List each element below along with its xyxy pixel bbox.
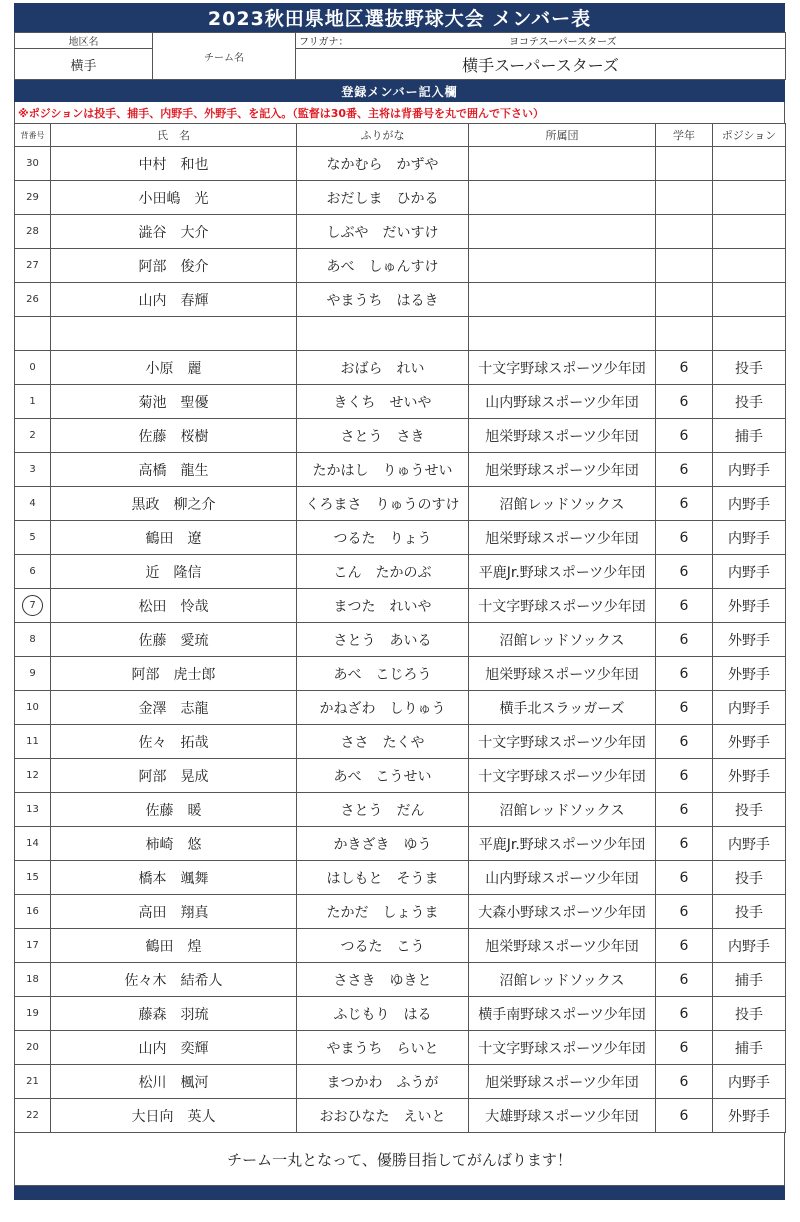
number-cell [15,589,51,623]
club-cell: 横手南野球スポーツ少年団 [469,997,656,1031]
bottom-bar [14,1186,785,1200]
number-cell: 18 [15,963,51,997]
grade-cell: 6 [656,1031,713,1065]
name-cell: 阿部 俊介 [51,249,297,283]
club-cell: 平鹿Jr.野球スポーツ少年団 [469,555,656,589]
staff-row [15,147,786,181]
player-row [15,351,786,385]
kana-cell: やまうち らいと [297,1031,469,1065]
kana-cell: あべ しゅんすけ [297,249,469,283]
kana-cell: まつかわ ふうが [297,1065,469,1099]
club-cell: 旭栄野球スポーツ少年団 [469,657,656,691]
name-cell: 橋本 颯舞 [51,861,297,895]
number-cell: 9 [15,657,51,691]
kana-cell: おだしま ひかる [297,181,469,215]
position-cell: 内野手 [713,555,786,589]
club-cell: 十文字野球スポーツ少年団 [469,351,656,385]
position-cell: 投手 [713,351,786,385]
grade-cell: 6 [656,793,713,827]
grade-cell: 6 [656,861,713,895]
number-cell: 6 [15,555,51,589]
name-cell: 山内 奕輝 [51,1031,297,1065]
name-cell: 阿部 虎士郎 [51,657,297,691]
grade-cell: 6 [656,997,713,1031]
name-cell: 松川 楓河 [51,1065,297,1099]
kana-cell: かねざわ しりゅう [297,691,469,725]
number-cell: 16 [15,895,51,929]
grade-cell: 6 [656,623,713,657]
grade-cell: 6 [656,487,713,521]
grade-cell: 6 [656,419,713,453]
player-row [15,997,786,1031]
kana-cell: ささ たくや [297,725,469,759]
position-cell: 外野手 [713,623,786,657]
header-number: 背番号 [15,124,51,147]
club-cell: 沼館レッドソックス [469,793,656,827]
name-cell: 中村 和也 [51,147,297,181]
position-cell: 内野手 [713,453,786,487]
kana-cell: くろまさ りゅうのすけ [297,487,469,521]
empty-cell [469,317,656,351]
number-cell: 29 [15,181,51,215]
player-row [15,793,786,827]
grade-cell: 6 [656,453,713,487]
name-cell: 佐々木 結希人 [51,963,297,997]
grade-cell: 6 [656,351,713,385]
number-cell: 28 [15,215,51,249]
name-cell: 澁谷 大介 [51,215,297,249]
number-cell: 13 [15,793,51,827]
number-cell: 12 [15,759,51,793]
grade-cell: 6 [656,385,713,419]
number-cell: 20 [15,1031,51,1065]
club-cell [469,181,656,215]
name-cell: 阿部 晃成 [51,759,297,793]
position-cell: 内野手 [713,929,786,963]
position-cell [713,249,786,283]
position-cell: 内野手 [713,827,786,861]
staff-row [15,249,786,283]
number-cell: 21 [15,1065,51,1099]
name-cell: 鶴田 煌 [51,929,297,963]
player-row [15,589,786,623]
header-position: ポジション [713,124,786,147]
club-cell [469,283,656,317]
kana-cell: おばら れい [297,351,469,385]
number-cell: 15 [15,861,51,895]
position-cell: 外野手 [713,759,786,793]
empty-cell [51,317,297,351]
staff-row [15,181,786,215]
page-title: 2023秋田県地区選抜野球大会 メンバー表 [14,3,785,32]
club-cell: 旭栄野球スポーツ少年団 [469,521,656,555]
position-cell: 投手 [713,997,786,1031]
number-cell: 4 [15,487,51,521]
position-cell: 捕手 [713,1031,786,1065]
kana-cell: はしもと そうま [297,861,469,895]
grade-cell: 6 [656,725,713,759]
player-row [15,861,786,895]
player-row [15,521,786,555]
name-cell: 鶴田 遼 [51,521,297,555]
position-cell: 外野手 [713,1099,786,1133]
name-cell: 大日向 英人 [51,1099,297,1133]
club-cell: 十文字野球スポーツ少年団 [469,759,656,793]
club-cell: 旭栄野球スポーツ少年団 [469,453,656,487]
district-value: 横手 [15,49,153,80]
grade-cell [656,215,713,249]
furigana-label: フリガナ： [299,37,349,48]
team-info-table [14,32,786,80]
kana-cell: なかむら かずや [297,147,469,181]
kana-cell: たかはし りゅうせい [297,453,469,487]
player-row [15,657,786,691]
number-cell: 27 [15,249,51,283]
club-cell [469,249,656,283]
member-table [14,123,786,1133]
kana-cell: やまうち はるき [297,283,469,317]
club-cell [469,147,656,181]
number-cell: 2 [15,419,51,453]
number-cell: 5 [15,521,51,555]
grade-cell: 6 [656,521,713,555]
empty-cell [713,317,786,351]
player-row [15,725,786,759]
position-cell: 捕手 [713,963,786,997]
position-note: ※ポジションは投手、捕手、内野手、外野手、を記入。（監督は30番、主将は背番号を丸で囲んで下さい） [14,102,785,123]
kana-cell: あべ こじろう [297,657,469,691]
name-cell: 藤森 羽琉 [51,997,297,1031]
number-cell: 14 [15,827,51,861]
name-cell: 柿崎 悠 [51,827,297,861]
number-cell: 17 [15,929,51,963]
kana-cell: しぶや だいすけ [297,215,469,249]
club-cell: 沼館レッドソックス [469,963,656,997]
grade-cell: 6 [656,895,713,929]
player-row [15,453,786,487]
club-cell: 大雄野球スポーツ少年団 [469,1099,656,1133]
player-row [15,385,786,419]
name-cell: 佐藤 愛琉 [51,623,297,657]
grade-cell: 6 [656,555,713,589]
club-cell: 横手北スラッガーズ [469,691,656,725]
captain-number-circle: 7 [22,595,43,616]
player-row [15,827,786,861]
position-cell: 投手 [713,895,786,929]
member-sheet [14,3,785,1200]
kana-cell: あべ こうせい [297,759,469,793]
club-cell [469,215,656,249]
header-name: 氏 名 [51,124,297,147]
name-cell: 近 隆信 [51,555,297,589]
number-cell: 1 [15,385,51,419]
staff-row [15,215,786,249]
position-cell: 捕手 [713,419,786,453]
kana-cell: つるた りょう [297,521,469,555]
position-cell [713,181,786,215]
number-cell: 0 [15,351,51,385]
furigana-value: ヨコテスーパースターズ [509,37,617,48]
club-cell: 旭栄野球スポーツ少年団 [469,1065,656,1099]
player-row [15,895,786,929]
position-cell: 外野手 [713,657,786,691]
empty-cell [15,317,51,351]
player-row [15,623,786,657]
kana-cell: さとう さき [297,419,469,453]
player-row [15,419,786,453]
name-cell: 小田嶋 光 [51,181,297,215]
position-cell: 内野手 [713,691,786,725]
header-kana: ふりがな [297,124,469,147]
name-cell: 黒政 柳之介 [51,487,297,521]
name-cell: 金澤 志龍 [51,691,297,725]
name-cell: 菊池 聖優 [51,385,297,419]
team-label: チーム名 [153,33,296,80]
club-cell: 旭栄野球スポーツ少年団 [469,929,656,963]
club-cell: 平鹿Jr.野球スポーツ少年団 [469,827,656,861]
kana-cell: つるた こう [297,929,469,963]
position-cell: 内野手 [713,521,786,555]
position-cell [713,215,786,249]
name-cell: 佐々 拓哉 [51,725,297,759]
player-row [15,759,786,793]
club-cell: 十文字野球スポーツ少年団 [469,589,656,623]
position-cell: 投手 [713,793,786,827]
number-cell: 11 [15,725,51,759]
grade-cell: 6 [656,691,713,725]
name-cell: 山内 春輝 [51,283,297,317]
number-cell: 3 [15,453,51,487]
club-cell: 十文字野球スポーツ少年団 [469,1031,656,1065]
position-cell: 内野手 [713,487,786,521]
player-row [15,691,786,725]
club-cell: 旭栄野球スポーツ少年団 [469,419,656,453]
grade-cell: 6 [656,963,713,997]
kana-cell: かきざき ゆう [297,827,469,861]
player-row [15,929,786,963]
grade-cell: 6 [656,827,713,861]
grade-cell [656,181,713,215]
grade-cell: 6 [656,589,713,623]
header-club: 所属団 [469,124,656,147]
player-row [15,487,786,521]
club-cell: 十文字野球スポーツ少年団 [469,725,656,759]
player-row [15,555,786,589]
grade-cell [656,283,713,317]
team-message: チーム一丸となって、優勝目指してがんばります！ [14,1133,785,1186]
grade-cell: 6 [656,759,713,793]
kana-cell: おおひなた えいと [297,1099,469,1133]
team-name-value: 横手スーパースターズ [296,49,786,80]
club-cell: 大森小野球スポーツ少年団 [469,895,656,929]
kana-cell: ささき ゆきと [297,963,469,997]
position-cell [713,147,786,181]
grade-cell: 6 [656,657,713,691]
kana-cell: こん たかのぶ [297,555,469,589]
number-cell: 30 [15,147,51,181]
blank-row [15,317,786,351]
staff-row [15,283,786,317]
empty-cell [297,317,469,351]
club-cell: 山内野球スポーツ少年団 [469,385,656,419]
name-cell: 小原 麗 [51,351,297,385]
district-label: 地区名 [15,33,153,49]
empty-cell [656,317,713,351]
kana-cell: さとう だん [297,793,469,827]
number-cell: 8 [15,623,51,657]
player-row [15,1065,786,1099]
club-cell: 沼館レッドソックス [469,487,656,521]
player-row [15,1099,786,1133]
table-header-row [15,124,786,147]
kana-cell: まつた れいや [297,589,469,623]
number-cell: 10 [15,691,51,725]
header-grade: 学年 [656,124,713,147]
grade-cell [656,147,713,181]
kana-cell: きくち せいや [297,385,469,419]
name-cell: 高田 翔真 [51,895,297,929]
name-cell: 松田 怜哉 [51,589,297,623]
position-cell: 内野手 [713,1065,786,1099]
name-cell: 佐藤 桜樹 [51,419,297,453]
number-cell: 22 [15,1099,51,1133]
grade-cell: 6 [656,1065,713,1099]
player-row [15,1031,786,1065]
club-cell: 山内野球スポーツ少年団 [469,861,656,895]
grade-cell [656,249,713,283]
grade-cell: 6 [656,929,713,963]
position-cell: 外野手 [713,725,786,759]
name-cell: 佐藤 暖 [51,793,297,827]
number-cell: 26 [15,283,51,317]
kana-cell: ふじもり はる [297,997,469,1031]
number-cell: 19 [15,997,51,1031]
kana-cell: たかだ しょうま [297,895,469,929]
position-cell: 外野手 [713,589,786,623]
grade-cell: 6 [656,1099,713,1133]
section-title: 登録メンバー記入欄 [14,80,785,102]
position-cell [713,283,786,317]
player-row [15,963,786,997]
club-cell: 沼館レッドソックス [469,623,656,657]
name-cell: 高橋 龍生 [51,453,297,487]
position-cell: 投手 [713,385,786,419]
furigana-row [296,33,786,49]
kana-cell: さとう あいる [297,623,469,657]
position-cell: 投手 [713,861,786,895]
